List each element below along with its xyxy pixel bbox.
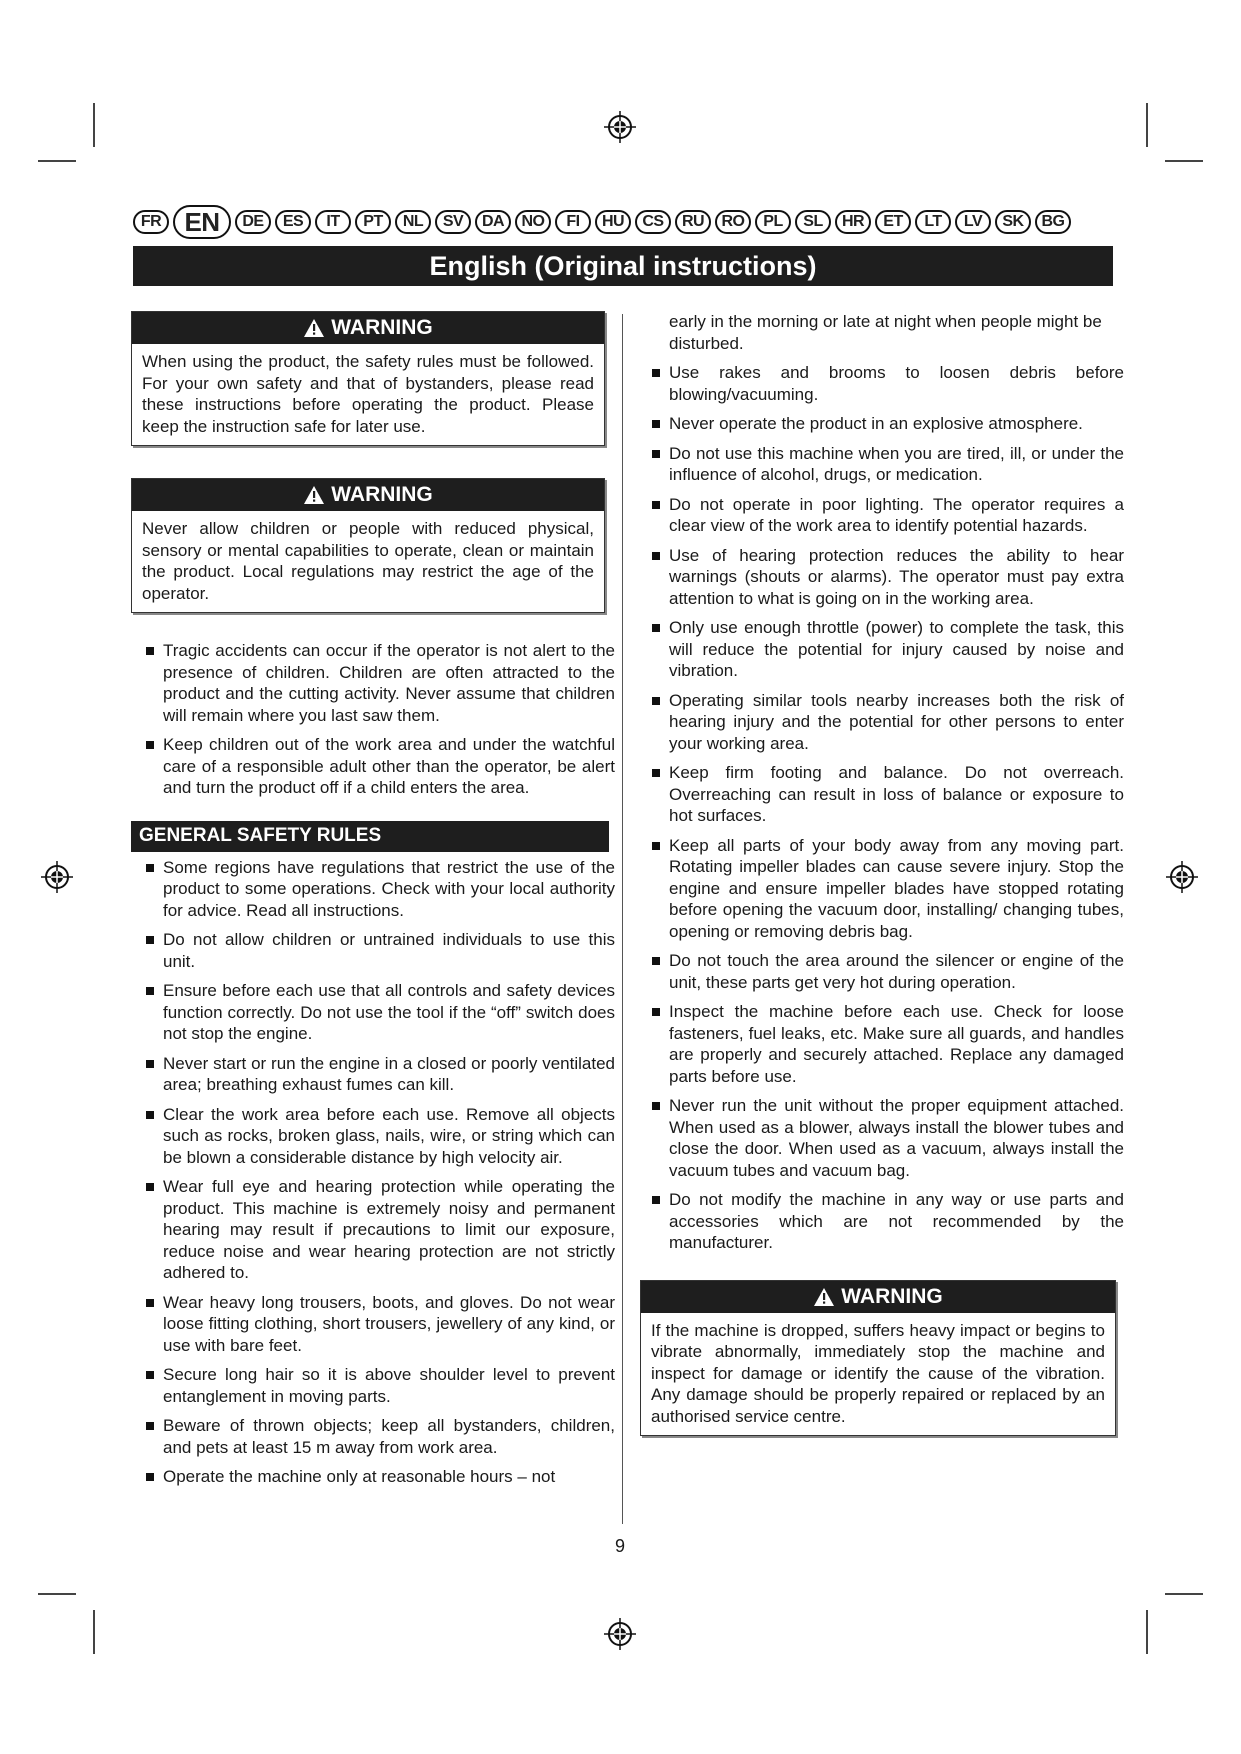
language-en: EN xyxy=(173,205,231,239)
bullet-square-icon xyxy=(652,1008,660,1016)
language-pl: PL xyxy=(755,210,791,234)
bullet-square-icon xyxy=(652,957,660,965)
warning-text: Never allow children or people with reduced physical, sensory or mental capabilities to operate, clean or maintain the product. Local regulations may restrict the age of the operator. xyxy=(142,519,594,603)
language-da: DA xyxy=(475,210,511,234)
warning-header xyxy=(641,1281,1115,1313)
list-item xyxy=(131,1176,615,1284)
bullet-text: Wear full eye and hearing protection while operating the product. This machine is extremely noisy and permanent hearing may result if precautions to limit our exposure, reduce noise and wear hearing protection are not strictly adhered to. xyxy=(163,1177,615,1282)
warning-header xyxy=(132,479,604,511)
list-item xyxy=(131,640,615,726)
warning-triangle-icon xyxy=(303,485,325,505)
bullet-square-icon xyxy=(146,864,154,872)
bullet-square-icon xyxy=(146,1422,154,1430)
list-item xyxy=(131,1104,615,1169)
language-fr: FR xyxy=(133,210,169,234)
bullet-square-icon xyxy=(146,647,154,655)
bullet-text: Do not modify the machine in any way or use parts and accessories which are not recommended by the manufacturer. xyxy=(669,1190,1124,1252)
language-bg: BG xyxy=(1035,210,1071,234)
list-item xyxy=(637,413,1124,435)
bullet-square-icon xyxy=(146,936,154,944)
warning-label: WARNING xyxy=(331,483,433,507)
bullet-text: Keep all parts of your body away from any moving part. Rotating impeller blades can cause severe injury. Stop the engine and ensure impeller blades have stopped rotating before opening the vacuum door, installing/ changing tubes, opening or removing debris bag. xyxy=(669,835,1124,941)
page-number: 9 xyxy=(614,1536,625,1556)
crop-mark xyxy=(93,103,95,147)
language-sv: SV xyxy=(435,210,471,234)
list-item xyxy=(131,1292,615,1357)
bullet-square-icon xyxy=(652,420,660,428)
warning-triangle-icon xyxy=(813,1287,835,1307)
language-it: IT xyxy=(315,210,351,234)
list-item xyxy=(131,1364,615,1407)
language-fi: FI xyxy=(555,210,591,234)
warning-triangle-icon xyxy=(303,318,325,338)
crop-mark xyxy=(1165,160,1203,162)
language-cs: CS xyxy=(635,210,671,234)
crop-mark xyxy=(38,160,76,162)
registration-mark-icon xyxy=(603,110,637,144)
bullet-text: Operating similar tools nearby increases both the risk of hearing injury and the potential for other persons to enter your working area. xyxy=(669,690,1124,753)
bullet-text: Beware of thrown objects; keep all bystanders, children, and pets at least 15 m away from work area. xyxy=(163,1416,615,1457)
bullet-square-icon xyxy=(652,769,660,777)
list-item xyxy=(131,1053,615,1096)
warning-label: WARNING xyxy=(841,1284,943,1308)
language-ro: RO xyxy=(715,210,751,234)
language-pt: PT xyxy=(355,210,391,234)
list-item xyxy=(637,494,1124,537)
bullet-text: Never start or run the engine in a closed or poorly ventilated area; breathing exhaust fumes can kill. xyxy=(163,1053,615,1094)
list-item xyxy=(637,362,1124,405)
left-column xyxy=(131,311,615,1496)
language-lv: LV xyxy=(955,210,991,234)
right-bullet-list xyxy=(637,362,1124,1254)
bullet-text: Use of hearing protection reduces the ability to hear warnings (shouts or alarms). The operator must pay extra attention to what is going on in the working area. xyxy=(669,545,1124,608)
bullet-text: Secure long hair so it is above shoulder level to prevent entanglement in moving parts. xyxy=(163,1365,615,1406)
bullet-text: Do not touch the area around the silencer or engine of the unit, these parts get very hot during operation. xyxy=(669,951,1124,992)
list-item xyxy=(131,980,615,1045)
warning-text: When using the product, the safety rules must be followed. For your own safety and that of bystanders, please read these instructions before operating the product. Please keep the instruction safe for later use. xyxy=(142,352,594,436)
list-item xyxy=(637,690,1124,755)
right-column xyxy=(640,311,1124,1436)
language-et: ET xyxy=(875,210,911,234)
section-title: GENERAL SAFETY RULES xyxy=(131,821,609,852)
crop-mark xyxy=(1146,1610,1148,1654)
bullet-text: Use rakes and brooms to loosen debris before blowing/vacuuming. xyxy=(669,363,1124,404)
language-nl: NL xyxy=(395,210,431,234)
list-item xyxy=(637,950,1124,993)
general-safety-list xyxy=(131,857,615,1488)
bullet-square-icon xyxy=(146,1299,154,1307)
list-item xyxy=(637,1001,1124,1087)
language-sl: SL xyxy=(795,210,831,234)
list-item xyxy=(131,734,615,799)
warning-box xyxy=(640,1280,1116,1437)
list-item xyxy=(637,617,1124,682)
registration-mark-icon xyxy=(40,860,74,894)
bullet-text: Operate the machine only at reasonable hours – not xyxy=(163,1467,556,1486)
crop-mark xyxy=(38,1593,76,1595)
bullet-text: Keep firm footing and balance. Do not overreach. Overreaching can result in loss of balance or exposure to hot surfaces. xyxy=(669,763,1124,825)
language-lt: LT xyxy=(915,210,951,234)
bullet-text: Some regions have regulations that restrict the use of the product to some operations. Check with your local authority for advice. Read all instructions. xyxy=(163,857,615,920)
language-ru: RU xyxy=(675,210,711,234)
bullet-text: Never run the unit without the proper equipment attached. When used as a blower, always install the blower tubes and close the door. When used as a vacuum, always install the vacuum tubes and vacuum bag. xyxy=(669,1096,1124,1180)
list-item xyxy=(637,545,1124,610)
list-item xyxy=(131,1415,615,1458)
crop-mark xyxy=(1165,1593,1203,1595)
bullet-text: Wear heavy long trousers, boots, and gloves. Do not wear loose fitting clothing, short trousers, jewellery of any kind, or use with bare feet. xyxy=(163,1292,615,1355)
warning-box xyxy=(131,311,605,446)
bullet-square-icon xyxy=(652,697,660,705)
bullet-text: Keep children out of the work area and under the watchful care of a responsible adult other than the operator, be alert and turn the product off if a child enters the area. xyxy=(163,735,615,797)
bullet-square-icon xyxy=(146,741,154,749)
language-selector xyxy=(133,206,1113,238)
language-hr: HR xyxy=(835,210,871,234)
warning-text: If the machine is dropped, suffers heavy impact or begins to vibrate abnormally, immediately stop the machine and inspect for damage or identify the cause of the vibration. Any damage should be properly repaired or replaced by an authorised service centre. xyxy=(651,1320,1105,1426)
bullet-text: Never operate the product in an explosive atmosphere. xyxy=(669,414,1083,433)
bullet-text: Do not operate in poor lighting. The operator requires a clear view of the work area to identify potential hazards. xyxy=(669,494,1124,535)
language-hu: HU xyxy=(595,210,631,234)
language-no: NO xyxy=(515,210,551,234)
bullet-square-icon xyxy=(146,1060,154,1068)
bullet-square-icon xyxy=(652,552,660,560)
list-item xyxy=(637,835,1124,943)
bullet-square-icon xyxy=(146,987,154,995)
bullet-square-icon xyxy=(652,1102,660,1110)
bullet-text: Only use enough throttle (power) to complete the task, this will reduce the potential for injury caused by noise and vibration. xyxy=(669,618,1124,680)
language-es: ES xyxy=(275,210,311,234)
list-item xyxy=(637,443,1124,486)
list-item xyxy=(131,1466,615,1488)
bullet-square-icon xyxy=(652,501,660,509)
bullet-text: Tragic accidents can occur if the operator is not alert to the presence of children. Children are often attracted to the product and the cutting activity. Never assume that children will remain where you last saw them. xyxy=(163,641,615,725)
list-item xyxy=(131,929,615,972)
bullet-text: Clear the work area before each use. Remove all objects such as rocks, broken glass, nails, wire, or string which can be blown a considerable distance by high velocity air. xyxy=(163,1104,615,1167)
bullet-square-icon xyxy=(146,1111,154,1119)
bullet-square-icon xyxy=(652,842,660,850)
bullet-square-icon xyxy=(146,1371,154,1379)
column-divider xyxy=(622,314,623,1524)
crop-mark xyxy=(93,1610,95,1654)
bullet-square-icon xyxy=(652,1196,660,1204)
warning-label: WARNING xyxy=(331,316,433,340)
warning-box xyxy=(131,478,605,613)
bullet-text: Do not allow children or untrained individuals to use this unit. xyxy=(163,930,615,971)
crop-mark xyxy=(1146,103,1148,147)
bullet-square-icon xyxy=(146,1473,154,1481)
warning-header xyxy=(132,312,604,344)
bullet-text: Do not use this machine when you are tired, ill, or under the influence of alcohol, drugs, or medication. xyxy=(669,443,1124,484)
registration-mark-icon xyxy=(1165,860,1199,894)
list-item xyxy=(637,1189,1124,1254)
language-sk: SK xyxy=(995,210,1031,234)
list-item xyxy=(637,1095,1124,1181)
registration-mark-icon xyxy=(603,1617,637,1651)
bullet-text: Ensure before each use that all controls and safety devices function correctly. Do not use the tool if the “off” switch does not stop the engine. xyxy=(163,981,615,1043)
bullet-square-icon xyxy=(146,1183,154,1191)
list-item xyxy=(637,762,1124,827)
list-item xyxy=(131,857,615,922)
bullet-square-icon xyxy=(652,624,660,632)
bullet-square-icon xyxy=(652,450,660,458)
page-title: English (Original instructions) xyxy=(133,246,1113,286)
intro-bullet-list xyxy=(131,640,615,799)
bullet-text: Inspect the machine before each use. Check for loose fasteners, fuel leaks, etc. Make sure all guards, and handles are properly and securely attached. Replace any damaged parts before use. xyxy=(669,1002,1124,1086)
continuation-text: early in the morning or late at night when people might be disturbed. xyxy=(669,312,1102,353)
language-de: DE xyxy=(235,210,271,234)
bullet-square-icon xyxy=(652,369,660,377)
